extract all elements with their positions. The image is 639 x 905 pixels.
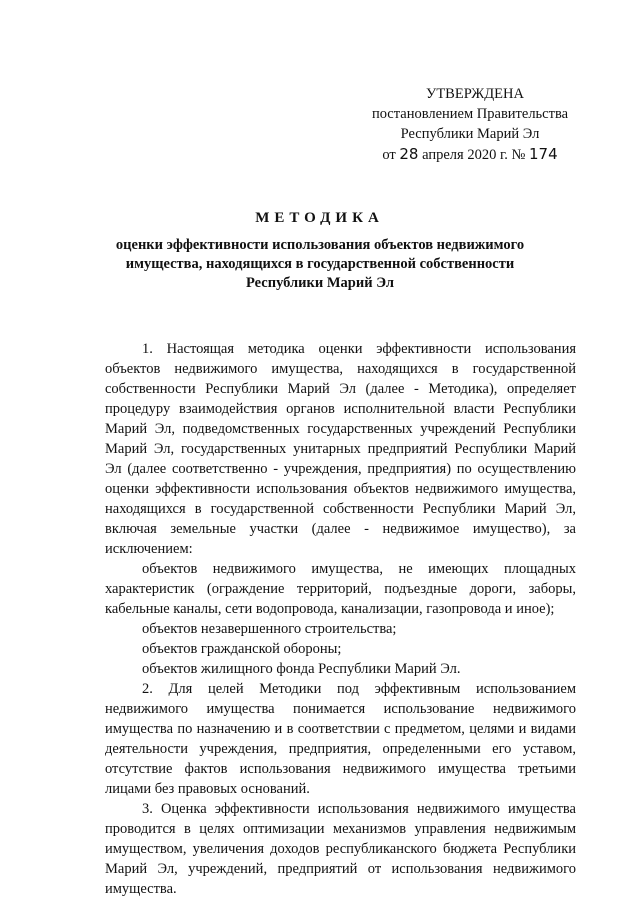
approval-stamp <box>350 84 590 165</box>
approval-date-line <box>350 144 590 165</box>
approval-number: 174 <box>528 145 558 163</box>
approval-date-prefix: от <box>382 147 400 163</box>
exception-2: объектов незавершенного строительства; <box>142 621 397 637</box>
approval-issuer: постановлением Правительства <box>371 106 569 122</box>
approval-status: УТВЕРЖДЕНА <box>426 86 524 102</box>
paragraph-1: 1. Настоящая методика оценки эффективности использования объектов недвижимого имущества, находящихся в государственной собственности Республики Марий Эл (далее - Методика), определяет процедуру взаимодействия органов исполнительной власти Республики Марий Эл, подведомственных государственных учреждений Республики Марий Эл, государственных унитарных предприятий Республики Марий Эл (далее соответственно - учреждения, предприятия) по осуществлению оценки эффективности использования объектов недвижимого имущества, находящихся в государственной собственности Республики Марий Эл, включая земельные участки (далее - недвижимое имущество), за исключением: <box>105 341 576 557</box>
document-title: МЕТОДИКА <box>255 210 384 226</box>
document-body <box>105 339 576 899</box>
document-subtitle: оценки эффективности использования объектов недвижимого имущества, находящихся в государственной собственности Республики Марий Эл <box>115 237 525 291</box>
approval-day: 28 <box>399 145 419 163</box>
exception-1: объектов недвижимого имущества, не имеющих площадных характеристик (ограждение территорий, подъездные дороги, заборы, кабельные каналы, сети водопровода, канализации, газопровода и иное); <box>105 561 576 617</box>
paragraph-3: 3. Оценка эффективности использования недвижимого имущества проводится в целях оптимизации механизмов управления недвижимым имуществом, увеличения доходов республиканского бюджета Республики Марий Эл, учреждений, предприятий от использования недвижимого имущества. <box>105 801 576 897</box>
approval-date-middle: апреля 2020 г. № <box>418 147 529 163</box>
paragraph-2: 2. Для целей Методики под эффективным использованием недвижимого имущества понимается использование недвижимого имущества по назначению и в соответствии с предметом, целями и видами деятельности учреждения, предприятия, определенными его уставом, отсутствие фактов использования недвижимого имущества третьими лицами без правовых оснований. <box>105 681 576 797</box>
approval-republic: Республики Марий Эл <box>400 126 540 142</box>
exception-4: объектов жилищного фонда Республики Марий Эл. <box>142 661 461 677</box>
exception-3: объектов гражданской обороны; <box>142 641 342 657</box>
